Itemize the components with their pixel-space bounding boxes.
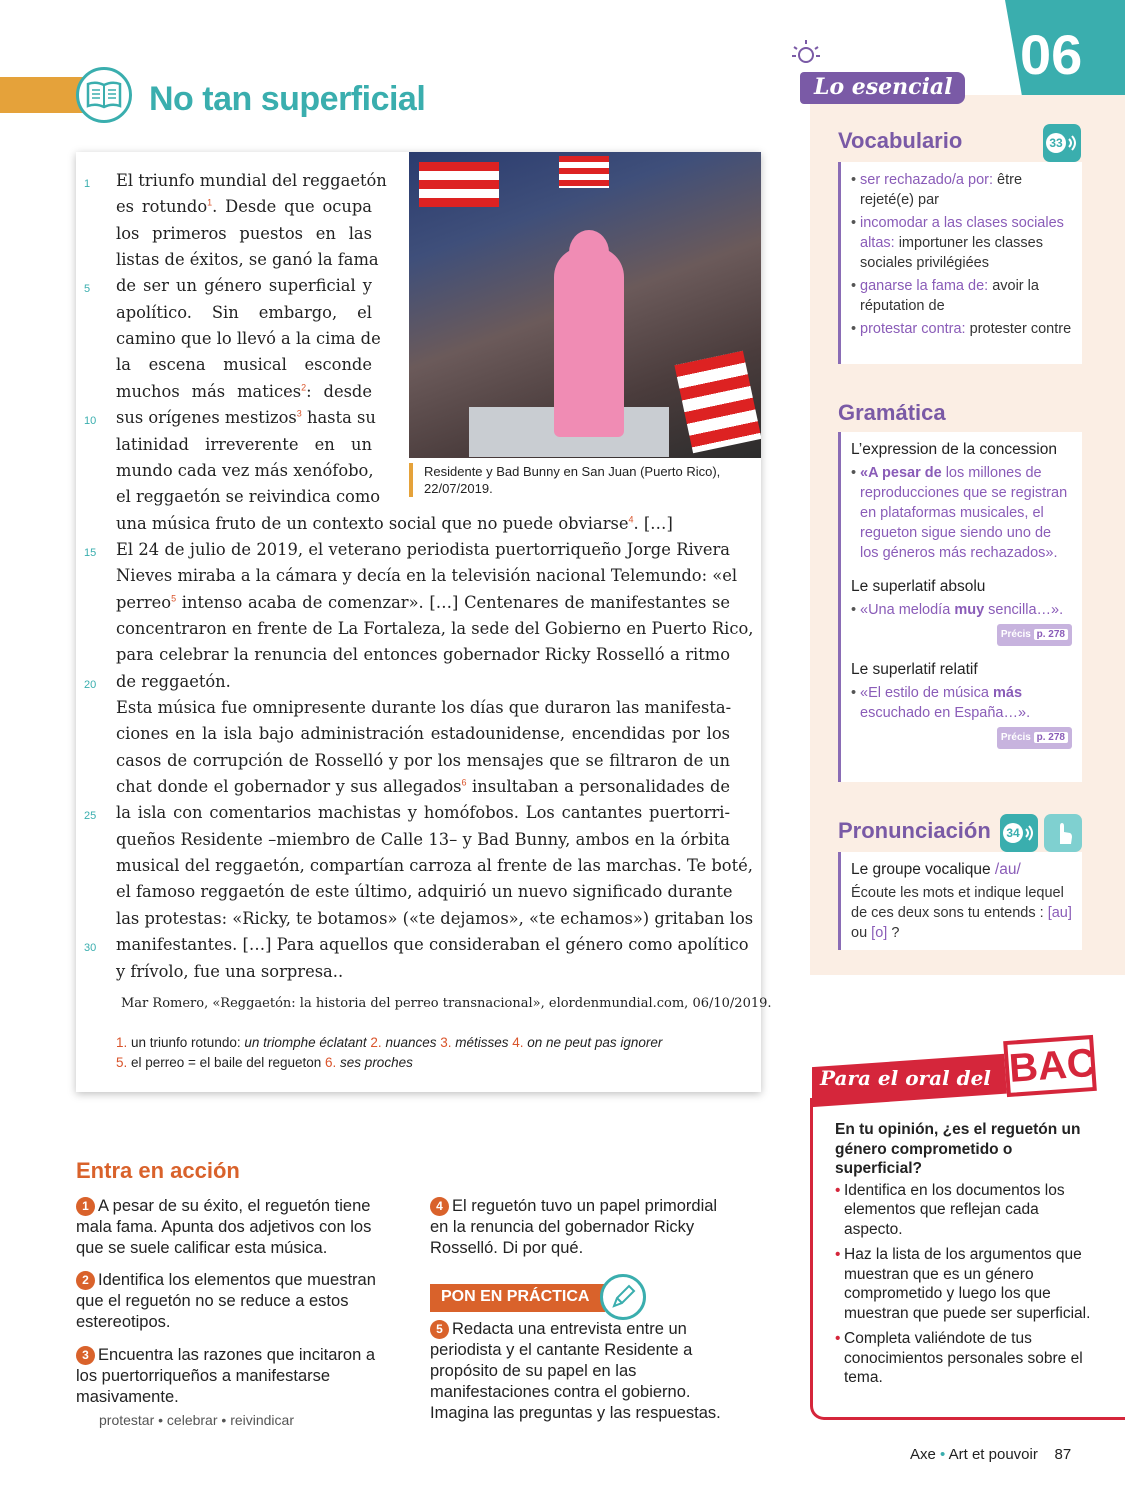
footnote-ref: 3 bbox=[296, 408, 302, 419]
question-5: 5 Redacta una entrevista entre un periodista y el cantante Residente a propósito de su papel en las manifestaciones contra el gobierno. Imagina las preguntas y las respuestas. bbox=[430, 1320, 721, 1422]
speaker-icon bbox=[1023, 825, 1035, 841]
article-line: El 24 de julio de 2019, el veterano periodista puertorriqueño Jorge Rivera bbox=[116, 539, 730, 559]
article-source: Mar Romero, «Reggaetón: la historia del perreo transnacional», elordenmundial.com, 06/10/2019. bbox=[121, 996, 772, 1011]
precis-link[interactable]: Précis p. 278 bbox=[997, 727, 1072, 749]
line-number: 25 bbox=[84, 810, 97, 823]
flag-shape bbox=[674, 351, 761, 454]
question-4: 4 El reguetón tuvo un papel primordial en la renuncia del gobernador Ricky Rosselló. Di por qué. bbox=[430, 1197, 718, 1257]
article-line: el famoso reggaetón de este último, adquirió un nuevo significado durante bbox=[116, 882, 733, 902]
bac-item: • Identifica en los documentos los elementos que reflejan cada aspecto. bbox=[835, 1181, 1095, 1240]
question-3: 3 Encuentra las razones que incitaron a los puertorriqueños a manifestarse masivamente. bbox=[76, 1346, 376, 1406]
question-3-hint: protestar • celebrar • reivindicar bbox=[99, 1412, 294, 1428]
line-number: 15 bbox=[84, 546, 97, 559]
article-line: Nieves miraba a la cámara y decía en la televisión nacional Telemundo: «el bbox=[116, 566, 738, 586]
header-band bbox=[0, 77, 86, 113]
pronunciacion-heading: Pronunciación bbox=[838, 818, 991, 843]
footnotes: 1. un triunfo rotundo: un triomphe éclatant 2. nuances 3. métisses 4. on ne peut pas ignorer 5. el perreo = el baile del regueton 6. ses proches bbox=[116, 1035, 663, 1070]
line-number: 20 bbox=[84, 678, 97, 691]
article-line: ciones en la isla bajo administración estadounidense, encendidas por los bbox=[116, 724, 730, 744]
vocabulario-box bbox=[838, 162, 1082, 364]
concession-example: • «A pesar de los millones de reproducciones que se registran en plataformas musicales, el regueton sigue siendo uno de los géneros más rechazados». bbox=[851, 463, 1072, 563]
singer-head bbox=[569, 230, 609, 275]
line-number: 5 bbox=[84, 283, 91, 296]
article-line: la escena musical esconde bbox=[116, 355, 372, 375]
article-line: los primeros puestos en las bbox=[116, 223, 372, 243]
audio-track-number: 33 bbox=[1046, 133, 1066, 153]
bac-logo: BAC bbox=[1003, 1035, 1097, 1097]
lightbulb-icon bbox=[790, 38, 822, 70]
article-line: la isla con comentarios machistas y homófobos. Los cantantes puertorri- bbox=[116, 803, 730, 823]
interactive-touch-button[interactable] bbox=[1044, 814, 1082, 852]
vocabulario-heading: Vocabulario bbox=[838, 128, 963, 153]
absolu-example: • «Una melodía muy sencilla…». bbox=[851, 600, 1072, 620]
article-line: manifestantes. […] Para aquellos que consideraban el género como apolítico bbox=[116, 935, 749, 955]
superlatif-absolu-title: Le superlatif absolu bbox=[851, 578, 986, 595]
concession-title: L’expression de la concession bbox=[851, 441, 1057, 458]
footnote-ref: 5 bbox=[171, 593, 177, 604]
article-line: muchos más matices$^2$: desde bbox=[116, 381, 372, 401]
article-line: latinidad irreverente en un bbox=[116, 434, 372, 454]
article-line: para celebrar la renuncia del entonces gobernador Ricky Rosselló a ritmo bbox=[116, 645, 730, 665]
article-line: el reggaetón se reivindica como bbox=[116, 487, 381, 507]
vocab-item: • protestar contra: protester contre bbox=[851, 319, 1072, 339]
article-line: apolítico. Sin embargo, el bbox=[116, 302, 372, 322]
speaker-icon bbox=[1066, 135, 1078, 151]
article-line: de ser un género superficial y bbox=[116, 276, 372, 296]
question-2: 2 Identifica los elementos que muestran que el reguetón no se reduce a estos estereotipos. bbox=[76, 1271, 376, 1331]
article-line: las protestas: «Ricky, te botamos» («te dejamos», «te echamos») gritaban los bbox=[116, 908, 754, 928]
bac-question: En tu opinión, ¿es el reguetón un género comprometido o superficial? bbox=[835, 1121, 1081, 1177]
hand-pointer-icon bbox=[1052, 820, 1074, 846]
chapter-number: 06 bbox=[1020, 23, 1083, 86]
singer-figure bbox=[554, 247, 624, 437]
page-footer: Axe • Art et pouvoir 87 bbox=[910, 1446, 1072, 1463]
bac-item: • Completa valiéndote de tus conocimientos personales sobre el tema. bbox=[835, 1329, 1095, 1388]
flag-shape bbox=[559, 156, 609, 188]
line-number: 10 bbox=[84, 415, 97, 428]
relatif-example: • «El estilo de música más escuchado en España…». bbox=[851, 683, 1072, 723]
article-line: camino que lo llevó a la cima de bbox=[116, 329, 381, 349]
article-line: El triunfo mundial del reggaetón bbox=[116, 171, 387, 190]
pon-en-practica-label: PON EN PRÁCTICA bbox=[430, 1284, 605, 1312]
article-line: es rotundo$^1$. Desde que ocupa bbox=[116, 197, 372, 217]
line-number: 1 bbox=[84, 178, 91, 190]
question-1: 1 A pesar de su éxito, el reguetón tiene mala fama. Apunta dos adjetivos con los que se suele calificar esta música. bbox=[76, 1197, 372, 1257]
footnote-ref: 1 bbox=[207, 197, 213, 208]
bac-item: • Haz la lista de los argumentos que muestran que es un género comprometido y luego los que muestran que puede ser superficial. bbox=[835, 1245, 1095, 1323]
article-line: de reggaetón. bbox=[116, 671, 231, 691]
article-line: Esta música fue omnipresente durante los días que duraron las manifesta- bbox=[116, 698, 732, 717]
vocab-item: • ser rechazado/a por: être rejeté(e) par bbox=[851, 170, 1072, 210]
footnote-ref: 2 bbox=[301, 382, 307, 393]
bac-content bbox=[835, 1120, 1095, 1394]
page-number: 87 bbox=[1054, 1446, 1072, 1463]
vocalic-group-title: Le groupe vocalique /au/ bbox=[851, 861, 1021, 878]
article-line: mundo cada vez más xenófobo, bbox=[116, 460, 374, 480]
footnote-ref: 4 bbox=[628, 514, 634, 525]
article-line: concentraron en frente de La Fortaleza, la sede del Gobierno en Puerto Rico, bbox=[116, 618, 754, 638]
pen-icon bbox=[600, 1274, 646, 1320]
pronunciacion-box bbox=[838, 852, 1082, 950]
article-line: chat donde el gobernador y sus allegados$^6$ insultaban a personalidades de bbox=[116, 777, 730, 797]
audio-track-34-button[interactable] bbox=[1000, 814, 1038, 852]
photo-caption: Residente y Bad Bunny en San Juan (Puerto Rico), 22/07/2019. bbox=[409, 463, 739, 497]
article-line: y frívolo, fue una sorpresa.. bbox=[116, 961, 344, 981]
article-line: casos de corrupción de Rosselló y por los mensajes que se filtraron de un bbox=[116, 750, 730, 770]
lo-esencial-badge: Lo esencial bbox=[800, 72, 965, 104]
vocab-item: • ganarse la fama de: avoir la réputation de bbox=[851, 276, 1072, 316]
article-line: listas de éxitos, se ganó la fama bbox=[116, 250, 379, 270]
line-number: 30 bbox=[84, 942, 97, 955]
audio-track-33-button[interactable] bbox=[1043, 124, 1081, 162]
audio-track-number: 34 bbox=[1003, 823, 1023, 843]
article-line: sus orígenes mestizos$^3$ hasta su bbox=[116, 408, 376, 428]
vocab-item: • incomodar a las clases sociales altas: importuner les classes sociales privilégiées bbox=[851, 213, 1072, 273]
book-icon bbox=[76, 67, 132, 123]
flag-shape bbox=[419, 162, 499, 207]
article-photo bbox=[409, 152, 761, 458]
footnote-ref: 6 bbox=[461, 777, 467, 788]
pronunciacion-instructions: Écoute les mots et indique lequel de ces deux sons tu entends : [au] ou [o] ? bbox=[851, 885, 1072, 941]
page-title: No tan superficial bbox=[149, 80, 426, 118]
article-line: perreo$^5$ intenso acaba de comenzar». […] Centenares de manifestantes se bbox=[116, 592, 730, 612]
precis-link[interactable]: Précis p. 278 bbox=[997, 624, 1072, 646]
article-line: queños Residente –miembro de Calle 13– y Bad Bunny, ambos en la órbita bbox=[116, 829, 730, 849]
bac-banner-text: Para el oral del bbox=[820, 1066, 991, 1090]
superlatif-relatif-title: Le superlatif relatif bbox=[851, 661, 978, 678]
activities-title: Entra en acción bbox=[76, 1158, 240, 1183]
article-line: musical del reggaetón, compartían carroza al frente de las marchas. Te boté, bbox=[116, 856, 753, 876]
gramatica-heading: Gramática bbox=[838, 400, 946, 425]
article-line: una música fruto de un contexto social que no puede obviarse$^4$. […] bbox=[116, 513, 673, 533]
gramatica-box bbox=[838, 432, 1082, 782]
